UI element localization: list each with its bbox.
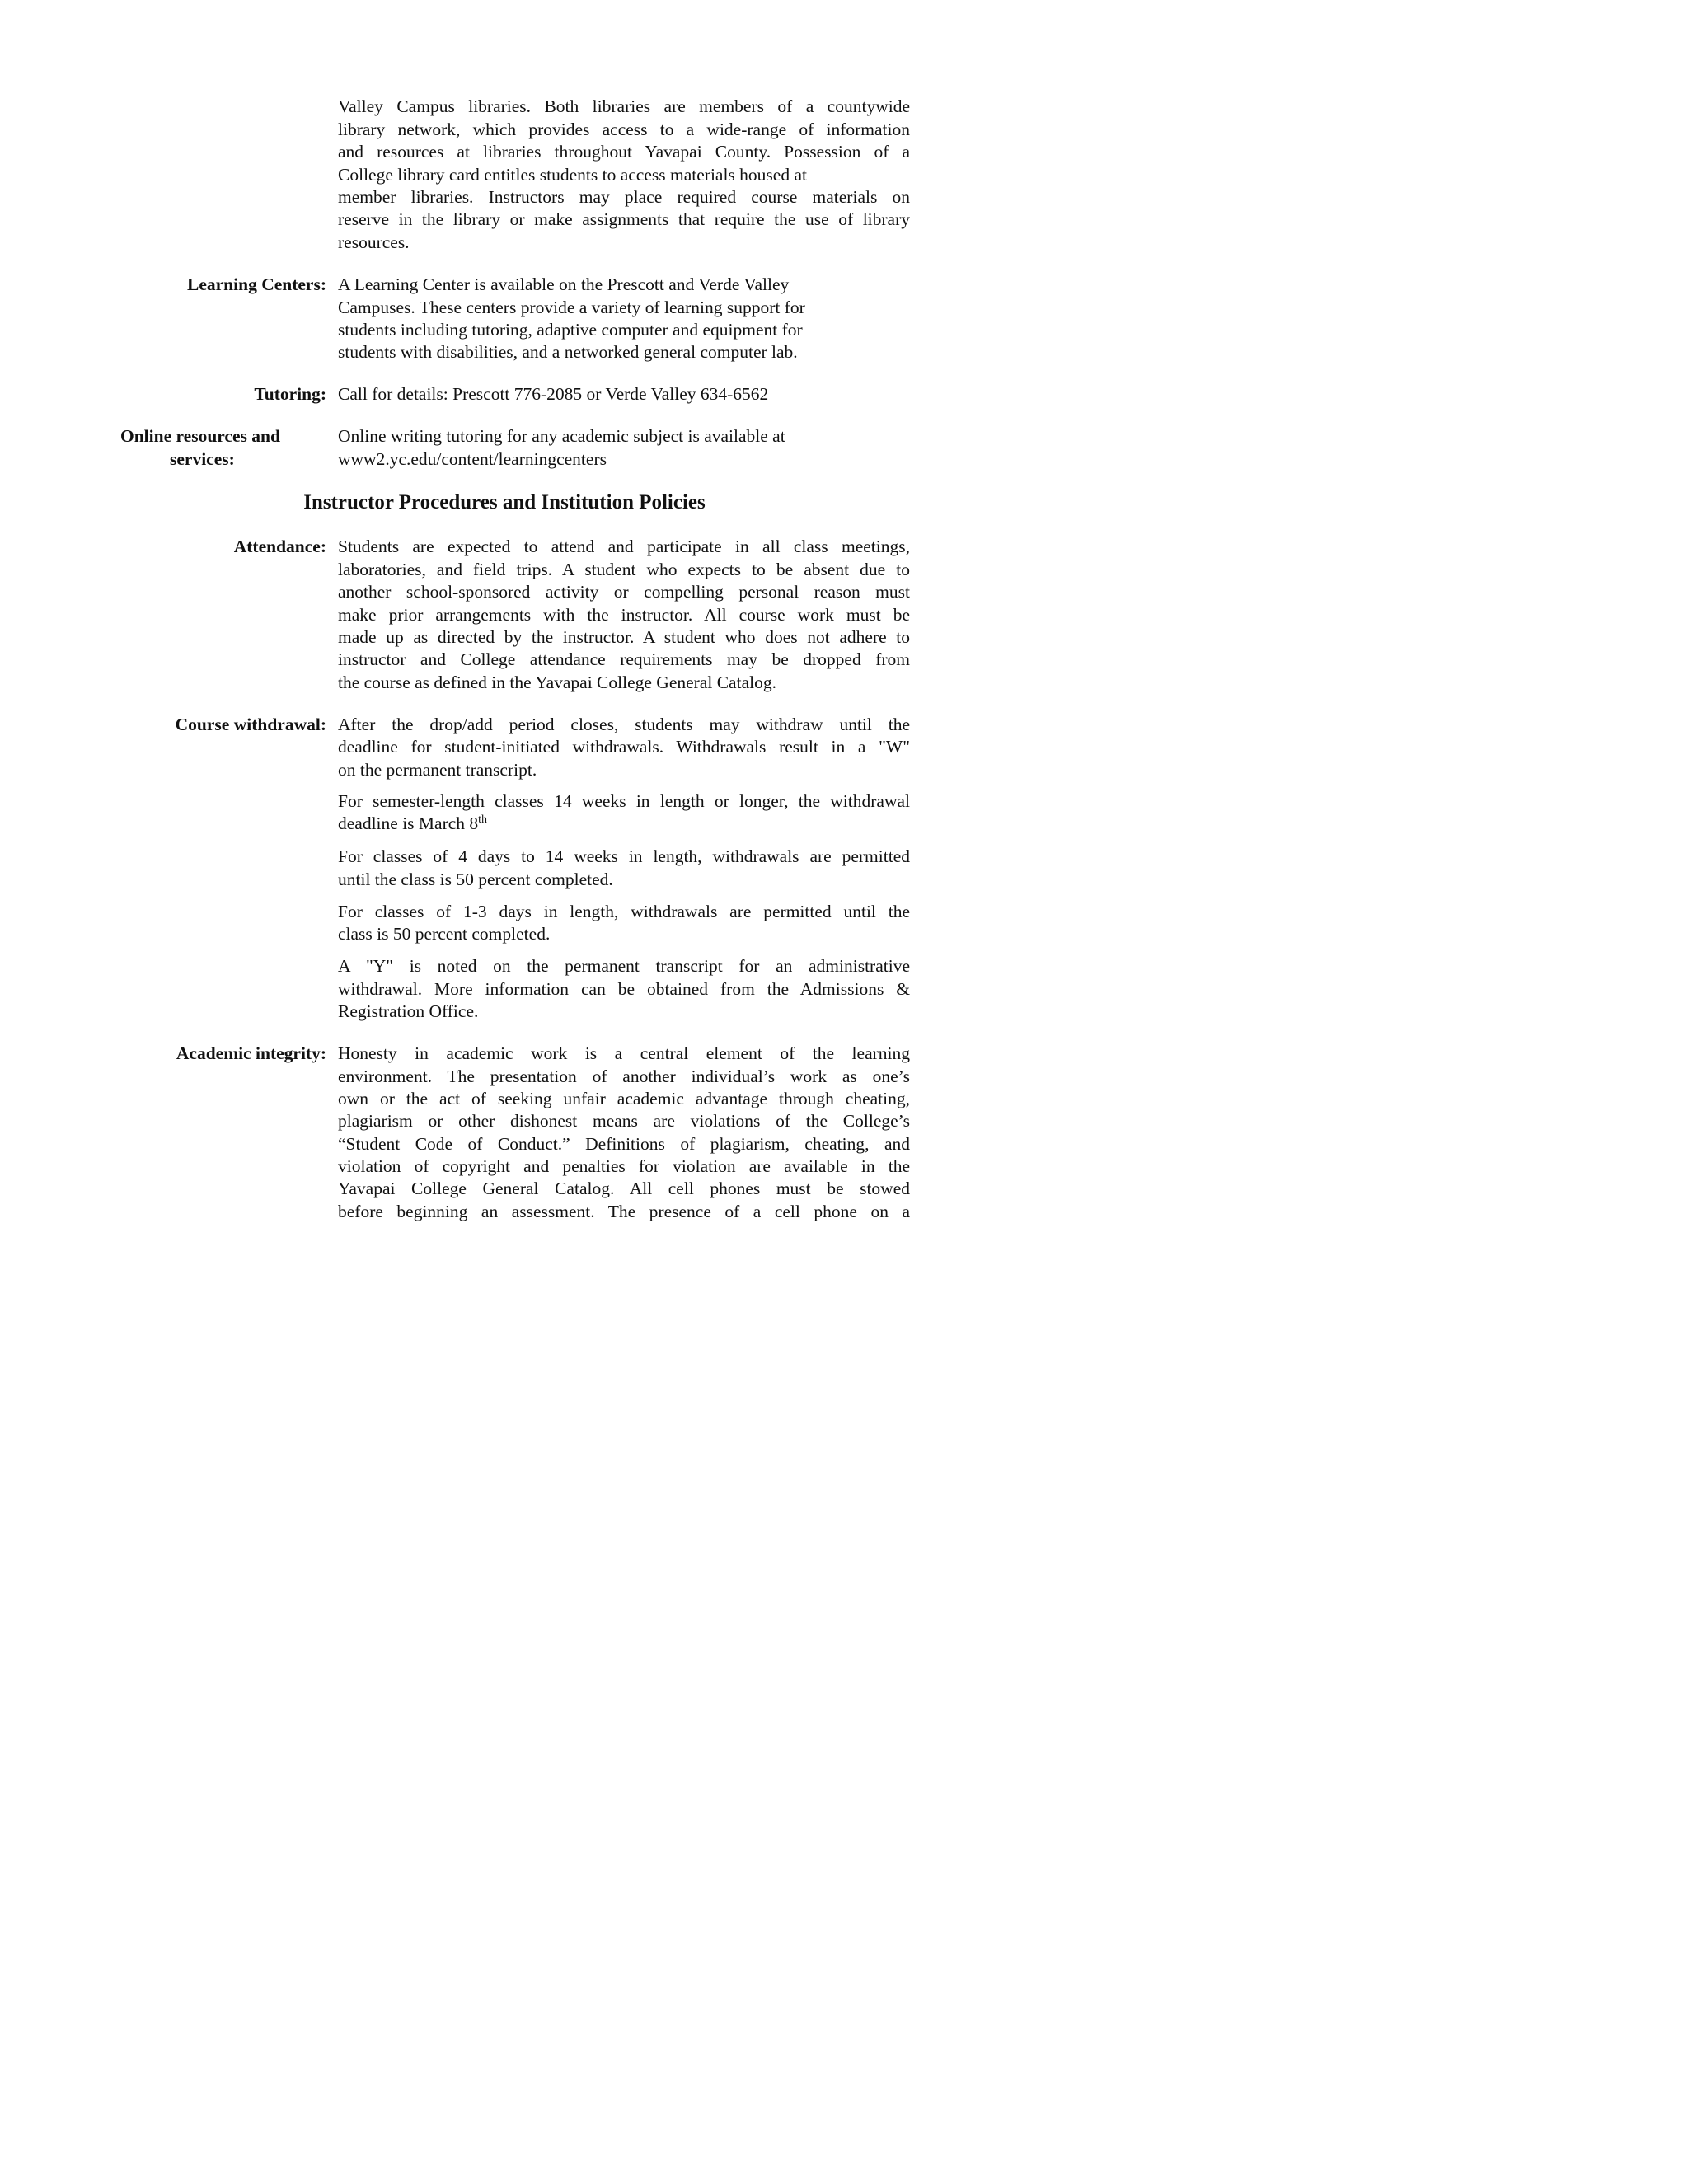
- online-resources-text-line: Online writing tutoring for any academic subject is available at: [338, 426, 785, 446]
- library-text-line: Valley Campus libraries. Both libraries are members of a countywide: [338, 96, 910, 116]
- integrity-text-line: environment. The presentation of another individual’s work as one’s: [338, 1066, 910, 1086]
- withdrawal-text-line: deadline for student-initiated withdrawals. Withdrawals result in a "W": [338, 737, 910, 757]
- attendance-text-line: laboratories, and field trips. A student who expects to be absent due to: [338, 560, 910, 579]
- library-text-line: College library card entitles students to access materials housed at: [338, 165, 807, 185]
- learning-centers-text-line: Campuses. These centers provide a variety of learning support for: [338, 298, 805, 317]
- withdrawal-text-line: For classes of 1-3 days in length, withdrawals are permitted until the: [338, 902, 910, 921]
- tutoring-text: Call for details: Prescott 776-2085 or Verde Valley 634-6562: [338, 384, 769, 404]
- integrity-text-line: before beginning an assessment. The presence of a cell phone on a: [338, 1202, 910, 1221]
- academic-integrity-label: Academic integrity:: [176, 1043, 326, 1063]
- attendance-label: Attendance:: [233, 537, 326, 556]
- withdrawal-deadline-line: [338, 813, 910, 835]
- ordinal-suffix: th: [478, 813, 488, 826]
- course-withdrawal-label: Course withdrawal:: [175, 715, 326, 734]
- learning-centers-text-line: students including tutoring, adaptive computer and equipment for: [338, 320, 803, 340]
- attendance-text-line: another school-sponsored activity or compelling personal reason must: [338, 582, 910, 602]
- integrity-text-line: Honesty in academic work is a central element of the learning: [338, 1043, 910, 1063]
- withdrawal-text-line: class is 50 percent completed.: [338, 924, 551, 944]
- section-heading: Instructor Procedures and Institution Policies: [303, 491, 706, 513]
- withdrawal-text-line: After the drop/add period closes, students may withdraw until the: [338, 715, 910, 734]
- learning-centers-text-line: A Learning Center is available on the Prescott and Verde Valley: [338, 274, 790, 294]
- attendance-text-line: instructor and College attendance requirements may be dropped from: [338, 649, 910, 669]
- withdrawal-deadline-text: deadline is March 8: [338, 813, 479, 833]
- attendance-text-line: made up as directed by the instructor. A student who does not adhere to: [338, 627, 910, 647]
- attendance-text-line: make prior arrangements with the instructor. All course work must be: [338, 605, 910, 625]
- online-resources-link[interactable]: www2.yc.edu/content/learningcenters: [338, 449, 607, 469]
- library-text-line: resources.: [338, 232, 410, 252]
- withdrawal-text-line: A "Y" is noted on the permanent transcript for an administrative: [338, 956, 910, 976]
- library-text-line: reserve in the library or make assignments that require the use of library: [338, 209, 910, 229]
- online-resources-label: Online resources and: [120, 426, 280, 446]
- library-text-line: and resources at libraries throughout Yavapai County. Possession of a: [338, 142, 910, 162]
- integrity-text-line: own or the act of seeking unfair academic advantage through cheating,: [338, 1089, 910, 1108]
- integrity-text-line: “Student Code of Conduct.” Definitions of plagiarism, cheating, and: [338, 1134, 910, 1154]
- document-page: [0, 0, 1009, 1305]
- learning-centers-label: Learning Centers:: [187, 274, 326, 294]
- attendance-text-line: Students are expected to attend and participate in all class meetings,: [338, 537, 910, 556]
- withdrawal-text-line: Registration Office.: [338, 1001, 479, 1021]
- withdrawal-text-line: on the permanent transcript.: [338, 760, 537, 780]
- online-resources-label: services:: [170, 449, 235, 469]
- integrity-text-line: Yavapai College General Catalog. All cell phones must be stowed: [338, 1179, 910, 1198]
- attendance-text-line: the course as defined in the Yavapai College General Catalog.: [338, 673, 776, 692]
- withdrawal-text-line: For semester-length classes 14 weeks in length or longer, the withdrawal: [338, 791, 910, 811]
- integrity-text-line: violation of copyright and penalties for violation are available in the: [338, 1156, 910, 1176]
- library-text-line: member libraries. Instructors may place required course materials on: [338, 187, 910, 207]
- integrity-text-line: plagiarism or other dishonest means are violations of the College’s: [338, 1111, 910, 1131]
- learning-centers-text-line: students with disabilities, and a networked general computer lab.: [338, 342, 798, 362]
- withdrawal-text-line: until the class is 50 percent completed.: [338, 869, 613, 889]
- library-text-line: library network, which provides access to a wide-range of information: [338, 120, 910, 139]
- tutoring-label: Tutoring:: [254, 384, 326, 404]
- withdrawal-text-line: withdrawal. More information can be obtained from the Admissions &: [338, 979, 910, 999]
- withdrawal-text-line: For classes of 4 days to 14 weeks in length, withdrawals are permitted: [338, 846, 910, 866]
